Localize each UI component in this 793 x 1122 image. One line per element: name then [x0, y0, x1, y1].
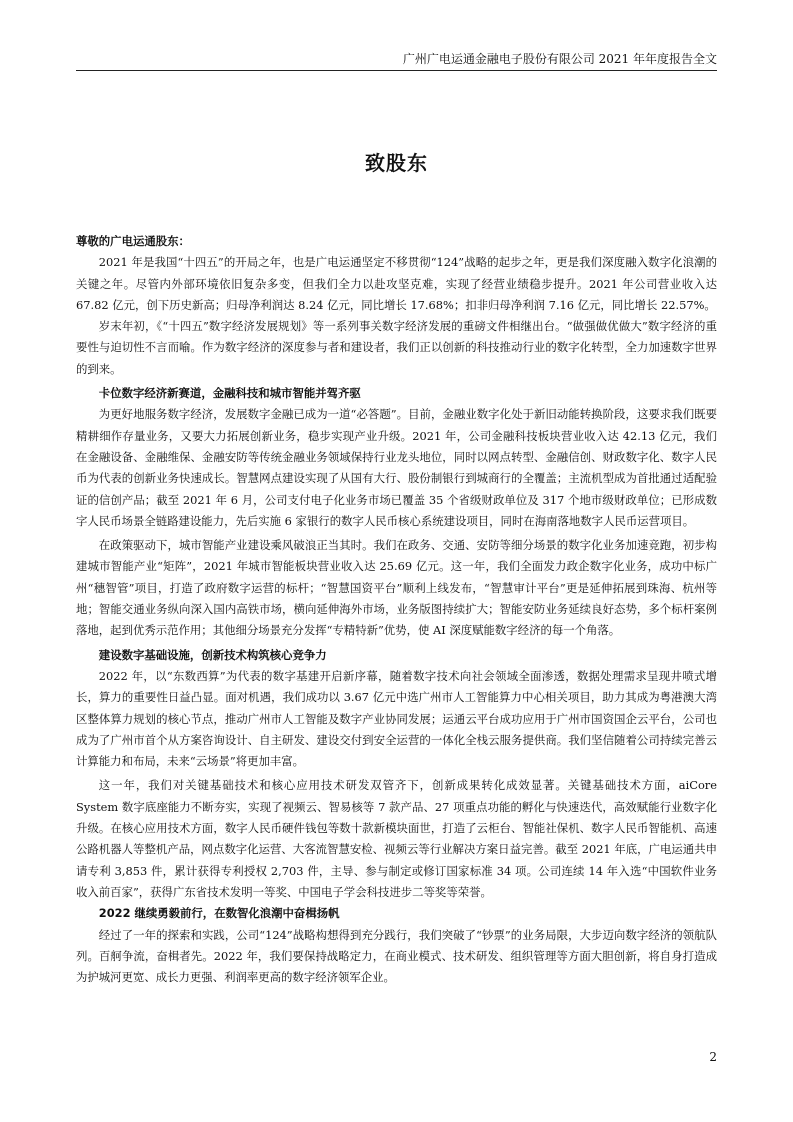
paragraph: 岁末年初，《“十四五”数字经济发展规划》等一系列事关数字经济发展的重磅文件相继出台。“做强做优做大”数字经济的重要性与迫切性不言而喻。作为数字经济的深度参与者和建设者，我们正以创新的科技推动行业的数字化转型，全力加速数字世界的到来。	[76, 319, 717, 376]
page-title: 致股东	[365, 151, 428, 175]
section-heading: 2022 继续勇毅前行，在数智化浪潮中奋楫扬帆	[98, 906, 340, 921]
page-number: 2	[709, 1050, 717, 1064]
letter-body	[76, 231, 717, 988]
paragraph: 经过了一年的探索和实践，公司“124”战略构想得到充分践行，我们突破了“钞票”的业务局限，大步迈向数字经济的领航队列。百舸争流，奋楫者先。2022 年，我们要保持战略定力，在商业模式、技术研发、组织管理等方面大胆创新，将自身打造成为护城河更宽、成长力更强、利润率更高的数字经济领军企业。	[76, 927, 717, 985]
paragraph: 2022 年，以“东数西算”为代表的数字基建开启新序幕，随着数字技术向社会领域全面渗透，数据处理需求呈现井喷式增长，算力的重要性日益凸显。面对机遇，我们成功以 3.67 亿元中选广州市人工智能算力中心相关项目，助力其成为粤港澳大湾区整体算力规划的核心节点，推动广州市人工智能及数字产业协同发展；运通云平台成功应用于广州市国资国企云平台，公司也成为了广州市首个从方案咨询设计、自主研发、建设交付到安全运营的一体化全栈云服务提供商。我们坚信随着公司持续完善云计算能力和布局，未来“云场景”将更加丰富。	[76, 668, 717, 769]
section-heading: 建设数字基础设施，创新技术构筑核心竞争力	[98, 647, 327, 662]
paragraph: 为更好地服务数字经济，发展数字金融已成为一道“必答题”。目前，金融业数字化处于新旧动能转换阶段，这要求我们既要精耕细作存量业务，又要大力拓展创新业务，稳步实现产业升级。2021 年，公司金融科技板块营业收入达 42.13 亿元，我们在金融设备、金融维保、金融安防等传统金融业务领域保持行业龙头地位，同时以网点转型、金融信创、财政数字化、数字人民币为代表的创新业务快速成长。智慧网点建设实现了从国有大行、股份制银行到城商行的全覆盖；主流机型成为首批通过适配验证的信创产品；截至 2021 年 6 月，公司支付电子化业务市场已覆盖 35 个省级财政单位及 317 个地市级财政单位；已形成数字人民币场景全链路建设能力，先后实施 6 家银行的数字人民币核心系统建设项目，同时在海南落地数字人民币运营项目。	[76, 407, 717, 528]
paragraph: 在政策驱动下，城市智能产业建设乘风破浪正当其时。我们在政务、交通、安防等细分场景的数字化业务加速竞跑，初步构建城市智能产业“矩阵”，2021 年城市智能板块营业收入达 25.69 亿元。这一年，我们全面发力政企数字化业务，成功中标广州“穗智管”项目，打造了政府数字运营的标杆；“智慧国资平台”顺利上线发布，“智慧审计平台”更是延伸拓展到珠海、杭州等地；智能交通业务纵向深入国内高铁市场，横向延伸海外市场，业务版图持续扩大；智能安防业务延续良好态势，多个标杆案例落地，起到优秀示范作用；其他细分场景充分发挥“专精特新”优势，使 AI 深度赋能数字经济的每一个角落。	[76, 538, 717, 638]
salutation: 尊敬的广电运通股东：	[76, 234, 190, 248]
page-header	[76, 52, 717, 71]
section-heading: 卡位数字经济新赛道，金融科技和城市智能并驾齐驱	[98, 386, 361, 401]
paragraph: 这一年，我们对关键基础技术和核心应用技术研发双管齐下，创新成果转化成效显著。关键基础技术方面，aiCore System 数字底座能力不断夯实，实现了视频云、智易核等 7 款产品、27 项重点功能的孵化与快速迭代，高效赋能行业数字化升级。在核心应用技术方面，数字人民币硬件钱包等数十款新模块面世，打造了云柜台、智能社保机、数字人民币智能机、高速公路机器人等整机产品，网点数字化运营、大客流智慧安检、视频云等行业解决方案日益完善。截至 2021 年底，广电运通共申请专利 3,853 件，累计获得专利授权 2,703 件，主导、参与制定或修订国家标准 34 项。公司连续 14 年入选“中国软件业务收入前百家”，获得广东省技术发明一等奖、中国电子学会科技进步二等奖等荣誉。	[76, 778, 717, 899]
header-text: 广州广电运通金融电子股份有限公司 2021 年年度报告全文	[402, 52, 717, 66]
paragraph: 2021 年是我国“十四五”的开局之年，也是广电运通坚定不移贯彻“124”战略的起步之年，更是我们深度融入数字化浪潮的关键之年。尽管内外部环境依旧复杂多变，但我们全力以赴攻坚克难，实现了经营业绩稳步提升。2021 年公司营业收入达 67.82 亿元，创下历史新高；归母净利润达 8.24 亿元，同比增长 17.68%；扣非归母净利润 7.16 亿元，同比增长 22.57%。	[76, 255, 717, 312]
